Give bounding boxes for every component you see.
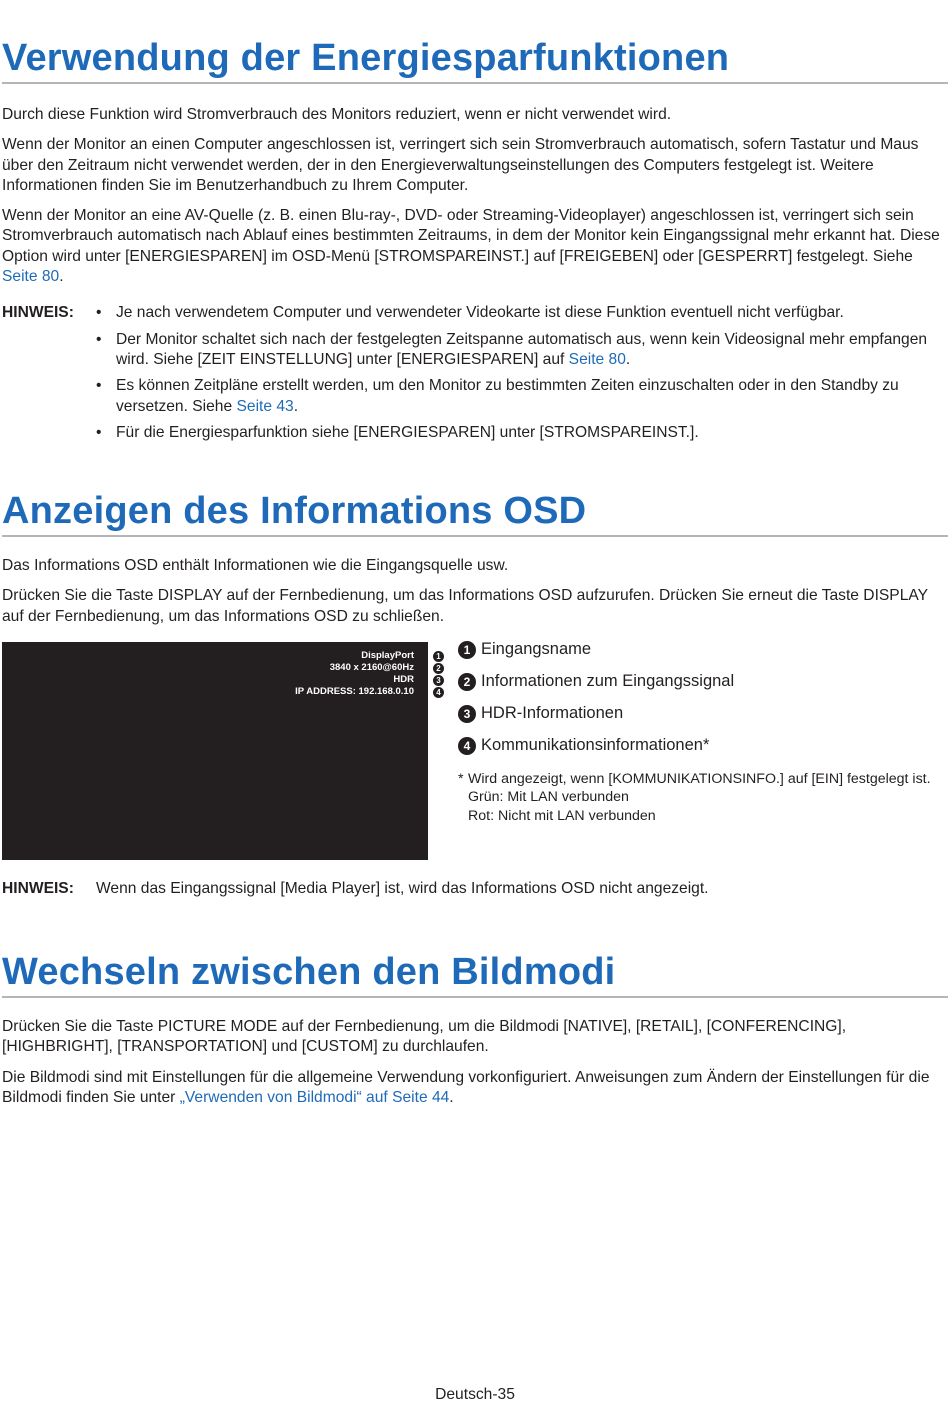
page-link[interactable]: Seite 43 xyxy=(236,397,294,415)
footnote xyxy=(458,770,948,826)
osd-figure xyxy=(2,642,948,860)
page-footer: Deutsch-35 xyxy=(435,1386,515,1403)
note-label: HINWEIS: xyxy=(2,304,74,322)
bullet-icon: • xyxy=(96,304,102,322)
legend-number: 1 xyxy=(458,641,476,659)
legend-number: 2 xyxy=(458,673,476,691)
bullet-icon: • xyxy=(96,377,102,395)
footnote-line: Grün: Mit LAN verbunden xyxy=(468,789,629,806)
osd-callout-markers xyxy=(428,642,458,860)
legend-label: Informationen zum Eingangssignal xyxy=(481,672,735,691)
paragraph: Wenn der Monitor an einen Computer angeschlossen ist, verringert sich sein Stromverbrauch automatisch, sofern Tastatur und Maus über den Zeitraum nicht verwendet werden, der in den Energieverwaltungseinstellungen des Computers festgelegt ist. Weitere Informationen finden Sie im Benutzerhandbuch zu Ihrem Computer. xyxy=(2,136,919,194)
osd-screen-illustration xyxy=(2,642,428,860)
note-text: Wenn das Eingangssignal [Media Player] ist, wird das Informations OSD nicht angezeigt. xyxy=(96,879,709,897)
legend-number: 3 xyxy=(458,705,476,723)
osd-legend xyxy=(458,634,948,860)
paragraph: Drücken Sie die Taste DISPLAY auf der Fernbedienung, um das Informations OSD aufzurufen. Drücken Sie erneut die Taste DISPLAY auf der Fernbedienung, um das Informations OSD zu schließen. xyxy=(2,587,928,625)
note-block xyxy=(2,879,948,899)
legend-label: Eingangsname xyxy=(481,640,592,659)
section-picture-modes xyxy=(2,950,948,1108)
osd-hdr-info: HDR xyxy=(393,673,414,685)
footnote-marker: * xyxy=(458,770,464,787)
bullet-icon: • xyxy=(96,330,102,348)
section-title-information-osd: Anzeigen des Informations OSD xyxy=(2,489,948,537)
legend-item xyxy=(458,730,948,762)
paragraph-text: Wenn der Monitor an eine AV-Quelle (z. B. einen Blu-ray-, DVD- oder Streaming-Videoplayer) angeschlossen ist, verringert sich sein Stromverbrauch automatisch nach Ablauf eines bestimmten Zeitraums, in dem der Monitor kein Eingangssignal mehr erkannt hat. Diese Option wird unter [ENERGIESPAREN] im OSD-Menü [STROMSPAREINST.] auf [FREIGEBEN] oder [GESPERRT] festgelegt. Siehe xyxy=(2,207,940,265)
bullet-icon: • xyxy=(96,423,102,441)
note-label: HINWEIS: xyxy=(2,879,74,897)
footnote-line: Rot: Nicht mit LAN verbunden xyxy=(468,807,656,824)
section-information-osd xyxy=(2,489,948,899)
note-bullet-list xyxy=(94,303,948,449)
paragraph: Das Informations OSD enthält Informationen wie die Eingangsquelle usw. xyxy=(2,557,509,574)
section-title-picture-modes: Wechseln zwischen den Bildmodi xyxy=(2,950,948,998)
list-item-text: Für die Energiesparfunktion siehe [ENERGIESPAREN] unter [STROMSPAREINST.]. xyxy=(116,423,699,441)
callout-marker-1: 1 xyxy=(433,651,444,662)
punctuation: . xyxy=(293,397,299,415)
osd-input-name: DisplayPort xyxy=(361,649,414,661)
punctuation: . xyxy=(59,268,64,286)
osd-ip-address: IP ADDRESS: 192.168.0.10 xyxy=(295,685,414,697)
legend-number: 4 xyxy=(458,737,476,755)
list-item-text: Es können Zeitpläne erstellt werden, um den Monitor zu bestimmten Zeiten einzuschalten oder in den Standby zu versetzen. Siehe xyxy=(116,377,899,415)
osd-info-text xyxy=(295,650,414,698)
footnote-line: Wird angezeigt, wenn [KOMMUNIKATIONSINFO.] auf [EIN] festgelegt ist. xyxy=(468,770,931,787)
punctuation: . xyxy=(625,350,631,368)
paragraph: Drücken Sie die Taste PICTURE MODE auf der Fernbedienung, um die Bildmodi [NATIVE], [RETAIL], [CONFERENCING], [HIGHBRIGHT], [TRANSPORTATION] und [CUSTOM] zu durchlaufen. xyxy=(2,1018,847,1056)
callout-marker-4: 4 xyxy=(433,687,444,698)
page-link[interactable]: Seite 80 xyxy=(2,268,60,286)
legend-item xyxy=(458,666,948,698)
punctuation: . xyxy=(449,1088,454,1106)
legend-item xyxy=(458,634,948,666)
osd-input-signal: 3840 x 2160@60Hz xyxy=(329,661,414,673)
list-item xyxy=(94,303,948,323)
legend-label: Kommunikationsinformationen* xyxy=(481,736,710,755)
section-energy-saving xyxy=(2,36,948,449)
list-item xyxy=(94,423,948,443)
paragraph xyxy=(2,206,948,287)
callout-marker-2: 2 xyxy=(433,663,444,674)
list-item xyxy=(94,330,948,371)
paragraph: Durch diese Funktion wird Stromverbrauch des Monitors reduziert, wenn er nicht verwendet wird. xyxy=(2,106,672,123)
list-item xyxy=(94,376,948,417)
paragraph xyxy=(2,1068,948,1109)
list-item-text: Je nach verwendetem Computer und verwendeter Videokarte ist diese Funktion eventuell nicht verfügbar. xyxy=(116,304,844,322)
paragraph-text: Die Bildmodi sind mit Einstellungen für die allgemeine Verwendung vorkonfiguriert. Anweisungen zum Ändern der Einstellungen für die Bildmodi finden Sie unter xyxy=(2,1068,930,1106)
page-link[interactable]: „Verwenden von Bildmodi“ auf Seite 44 xyxy=(179,1088,450,1106)
note-block xyxy=(2,303,948,449)
legend-label: HDR-Informationen xyxy=(481,704,624,723)
callout-marker-3: 3 xyxy=(433,675,444,686)
section-title-energy-saving: Verwendung der Energiesparfunktionen xyxy=(2,36,948,84)
legend-item xyxy=(458,698,948,730)
list-item-text: Der Monitor schaltet sich nach der festgelegten Zeitspanne automatisch aus, wenn kein Videosignal mehr empfangen wird. Siehe [ZEIT EINSTELLUNG] unter [ENERGIESPAREN] auf xyxy=(116,330,928,368)
page-link[interactable]: Seite 80 xyxy=(568,350,626,368)
